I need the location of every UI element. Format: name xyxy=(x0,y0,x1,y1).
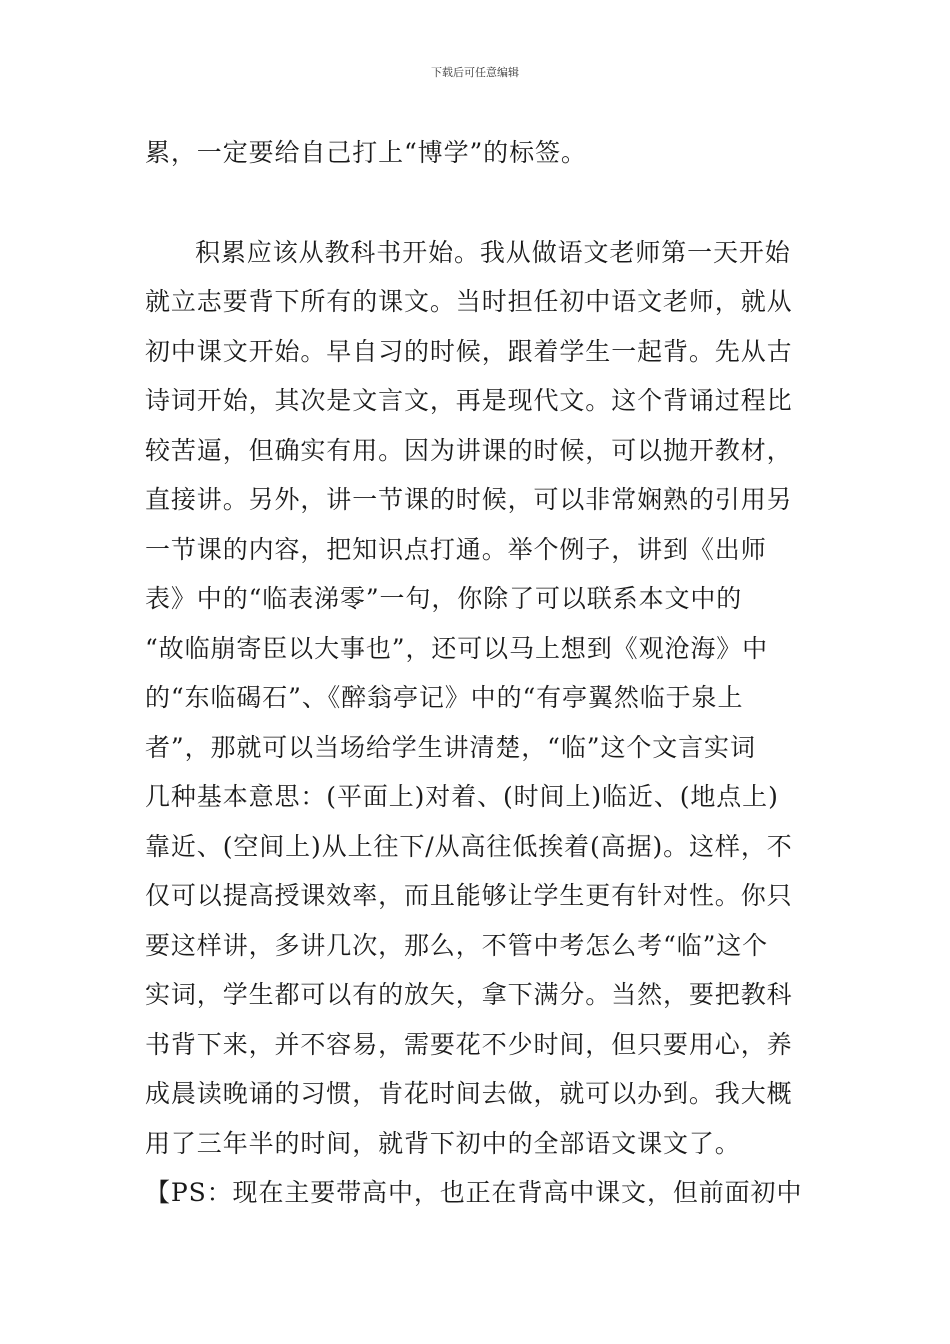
text-line: 积累应该从教科书开始。我从做语文老师第一天开始 xyxy=(195,237,791,267)
text-line: 用了三年半的时间，就背下初中的全部语文课文了。 xyxy=(145,1128,741,1158)
text-line: 要这样讲，多讲几次，那么，不管中考怎么考“临”这个 xyxy=(145,930,769,960)
page-header: 下载后可任意编辑 xyxy=(431,66,519,79)
text-line: 初中课文开始。早自习的时候，跟着学生一起背。先从古 xyxy=(145,336,793,366)
text-line: 【PS：现在主要带高中，也正在背高中课文，但前面初中 xyxy=(145,1178,803,1207)
paragraph-gap xyxy=(145,178,810,228)
text-line: 一节课的内容，把知识点打通。举个例子，讲到《出师 xyxy=(145,534,767,564)
paragraph-1 xyxy=(145,128,810,178)
text-line: 仅可以提高授课效率，而且能够让学生更有针对性。你只 xyxy=(145,881,793,910)
paragraph-2 xyxy=(145,228,810,1218)
text-line: 累，一定要给自己打上“博学”的标签。 xyxy=(145,138,587,167)
text-line: 书背下来，并不容易，需要花不少时间，但只要用心，养 xyxy=(145,1029,793,1059)
text-line: “故临崩寄臣以大事也”，还可以马上想到《观沧海》中 xyxy=(145,633,769,663)
text-line: 实词，学生都可以有的放矢，拿下满分。当然，要把教科 xyxy=(145,980,793,1009)
text-line: 几种基本意思：(平面上)对着、(时间上)临近、(地点上) xyxy=(145,782,779,811)
text-line: 者”，那就可以当场给学生讲清楚，“临”这个文言实词 xyxy=(145,732,756,762)
text-line: 诗词开始，其次是文言文，再是现代文。这个背诵过程比 xyxy=(145,386,793,415)
text-line: 就立志要背下所有的课文。当时担任初中语文老师，就从 xyxy=(145,287,793,316)
text-line: 较苦逼，但确实有用。因为讲课的时候，可以抛开教材， xyxy=(145,435,793,465)
text-line: 的“东临碣石”、《醉翁亭记》中的“有亭翼然临于泉上 xyxy=(145,683,744,712)
document-body xyxy=(145,128,810,1218)
text-line: 表》中的“临表涕零”一句，你除了可以联系本文中的 xyxy=(145,584,743,613)
text-line: 直接讲。另外，讲一节课的时候，可以非常娴熟的引用另 xyxy=(145,485,793,514)
text-line: 靠近、(空间上)从上往下/从高往低挨着(高据)。这样，不 xyxy=(145,831,793,861)
text-line: 成晨读晚诵的习惯，肯花时间去做，就可以办到。我大概 xyxy=(145,1079,793,1108)
